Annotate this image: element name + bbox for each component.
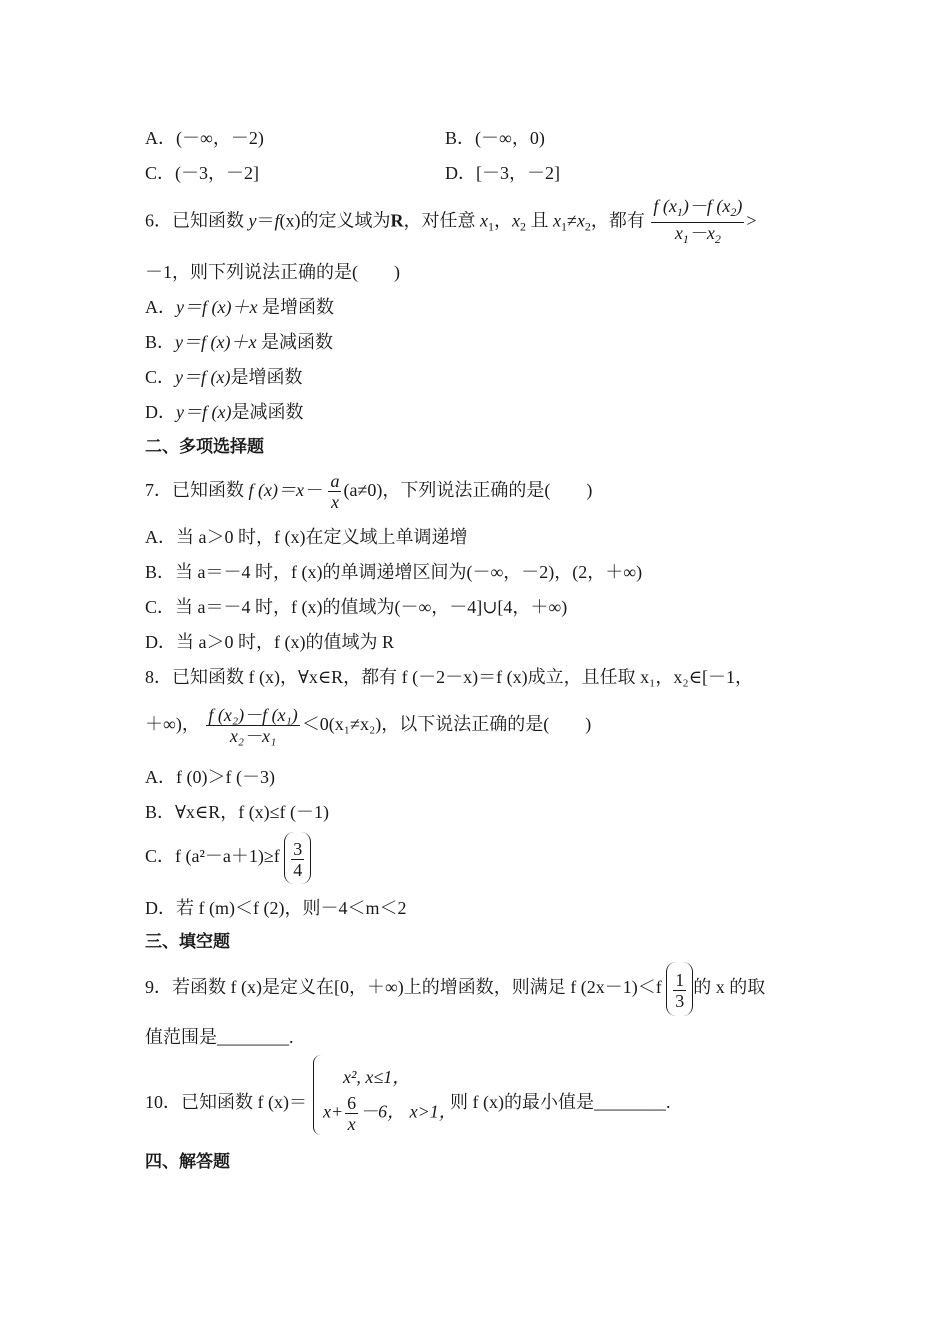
q7-option-c: C．当 a＝－4 时，f (x)的值域为(－∞，－4]∪[4，＋∞) [145,597,568,617]
section-heading-multiple-choice: 二、多项选择题 [145,437,264,457]
q5-option-a: A．(－∞，－2) [145,128,264,148]
q5-option-d: D．[－3，－2] [445,163,560,183]
q8-stem-line1: 8．已知函数 f (x)，∀x∈R，都有 f (－2－x)＝f (x)成立，且任取 x₁，x₂∈[－1， [145,667,754,687]
q6-option-b: B．y＝f (x)＋x 是减函数 [145,332,333,352]
q6-fraction: $\frac{f (x_1)-f (x_2)}{x_1-x_2}$ [653,196,743,246]
q9-stem-line1: 9．若函数 f (x)是定义在[0，＋∞)上的增函数，则满足 f (2x－1)＜f $\frac{1}{3}$ 的 x 的取 [145,960,765,1016]
q8-option-a: A．f (0)＞f (－3) [145,767,275,787]
section-heading-fill-blank: 三、填空题 [145,932,230,952]
q8-stem-line2: ＋∞)， $\frac{\text{f (x₂)－f (x₁)}}{\text{x₂－x₁}}$ ＜0(x₁≠x₂)，以下说法正确的是( ) [145,705,592,747]
q8-option-d: D．若 f (m)＜f (2)，则－4＜m＜2 [145,898,407,918]
q8-option-c: C．f (a²－a＋1)≥f $\frac{3}{4}$ [145,830,311,884]
q8-fraction: $\frac{\text{f (x₂)－f (x₁)}}{\text{x₂－x₁}}$ [208,705,298,747]
q7-fraction: $\frac{a}{x}$ [330,471,340,513]
q7-stem: 7．已知函数 f (x)＝x－ $\frac{a}{x}$ (a≠0)，下列说法正确的是( ) [145,471,593,513]
q7-option-b: B．当 a＝－4 时，f (x)的单调递增区间为(－∞，－2)，(2，＋∞) [145,562,643,582]
q9-paren: $\frac{1}{3}$ [666,962,693,1016]
q9-stem-line2: 值范围是________. [145,1027,294,1047]
section-heading-solution: 四、解答题 [145,1152,230,1172]
q5-option-c: C．(－3，－2] [145,163,259,183]
q8-option-b: B．∀x∈R，f (x)≤f (－1) [145,802,330,822]
q7-option-a: A．当 a＞0 时，f (x)在定义域上单调递增 [145,527,468,547]
q10-case2: x+ $\frac{6}{x}$ －6， x>1， [323,1093,457,1134]
q7-option-d: D．当 a＞0 时，f (x)的值域为 R [145,632,394,652]
q8-paren: $\frac{3}{4}$ [284,832,311,884]
q10-case1: x², x≤1， [343,1067,411,1087]
q6-stem: 6．已知函数 y＝f(x)的定义域为R，对任意 $x_1$，$x_2$ 且 $x_1\ne x_2$，都有 $\frac{f (x_1)-f (x_2)}{x_1-x_2}$ > [145,196,757,251]
q6-option-c: C．y＝f (x)是增函数 [145,367,303,387]
q6-stem-line2: －1，则下列说法正确的是( ) [145,262,400,282]
q5-option-b: B．(－∞，0) [445,128,545,148]
q6-option-a: A．y＝f (x)＋x 是增函数 [145,297,334,317]
q6-option-d: D．y＝f (x)是减函数 [145,402,304,422]
